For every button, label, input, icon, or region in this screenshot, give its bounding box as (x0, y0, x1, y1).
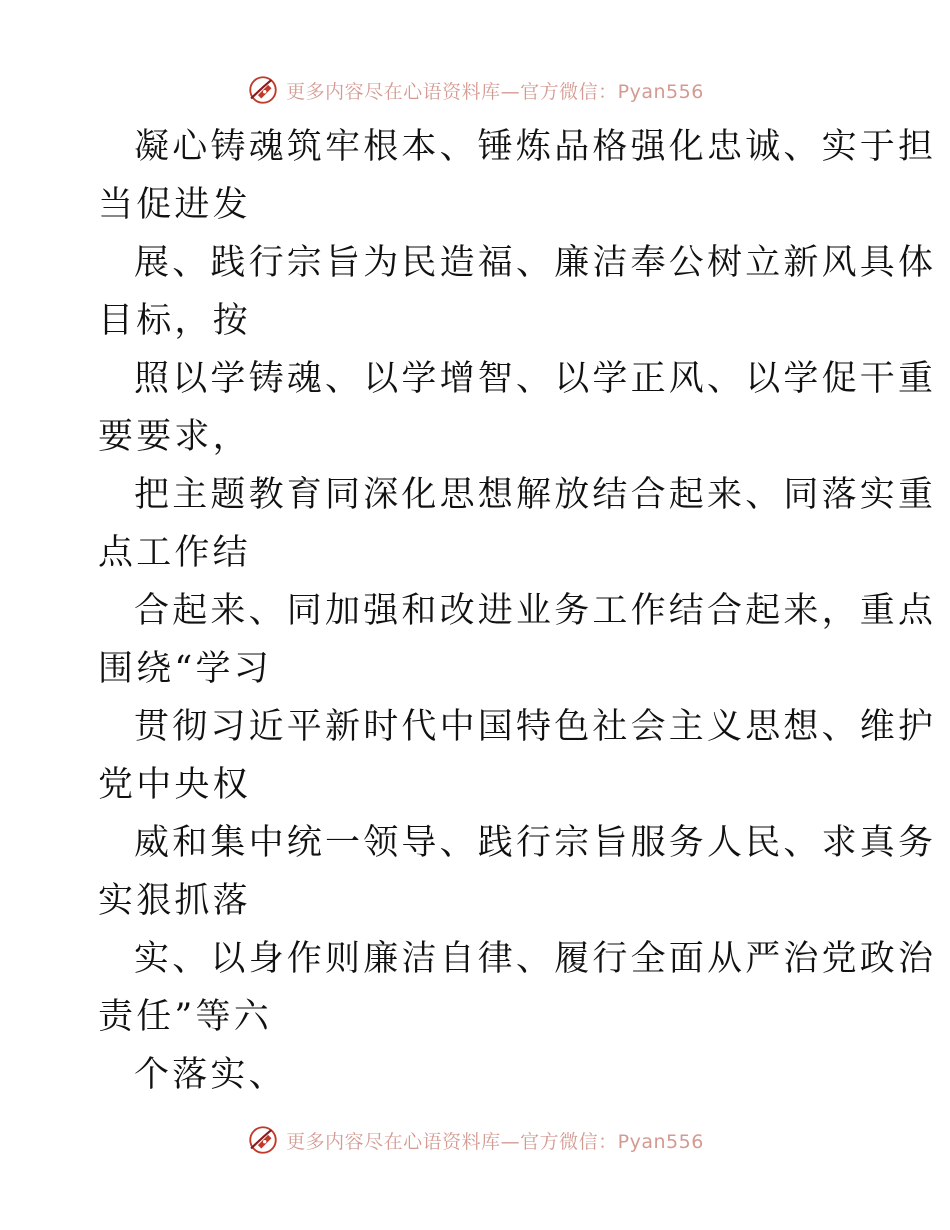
text-line: 把主题教育同深化思想解放结合起来、同落实重 (134, 475, 937, 515)
text-line: 要要求， (98, 417, 251, 457)
text-line: 实狠抓落 (98, 881, 251, 921)
text-line: 目标，按 (98, 301, 251, 341)
text-line: 凝心铸魂筑牢根本、锤炼品格强化忠诚、实于担 (134, 127, 937, 167)
watermark-text: 更多内容尽在心语资料库—官方微信：Pyan556 (286, 1130, 704, 1153)
text-line: 威和集中统一领导、践行宗旨服务人民、求真务 (134, 823, 937, 863)
text-line: 党中央权 (98, 765, 251, 805)
text-line: 展、践行宗旨为民造福、廉洁奉公树立新风具体 (134, 243, 937, 283)
text-line: 围绕“学习 (98, 649, 272, 689)
text-line: 合起来、同加强和改进业务工作结合起来，重点 (134, 591, 937, 631)
text-line: 责任”等六 (98, 997, 272, 1037)
header-watermark (0, 70, 950, 110)
text-line: 照以学铸魂、以学增智、以学正风、以学促干重 (134, 359, 937, 399)
text-line: 个落实、 (134, 1055, 287, 1095)
footer-watermark (0, 1120, 950, 1160)
pen-nib-logo-icon (246, 73, 280, 107)
pen-nib-logo-icon (246, 1123, 280, 1157)
watermark-text: 更多内容尽在心语资料库—官方微信：Pyan556 (286, 80, 704, 103)
document-body (98, 118, 937, 1104)
text-line: 点工作结 (98, 533, 251, 573)
text-line: 实、以身作则廉洁自律、履行全面从严治党政治 (134, 939, 937, 979)
text-line: 贯彻习近平新时代中国特色社会主义思想、维护 (134, 707, 937, 747)
text-line: 当促进发 (98, 185, 251, 225)
